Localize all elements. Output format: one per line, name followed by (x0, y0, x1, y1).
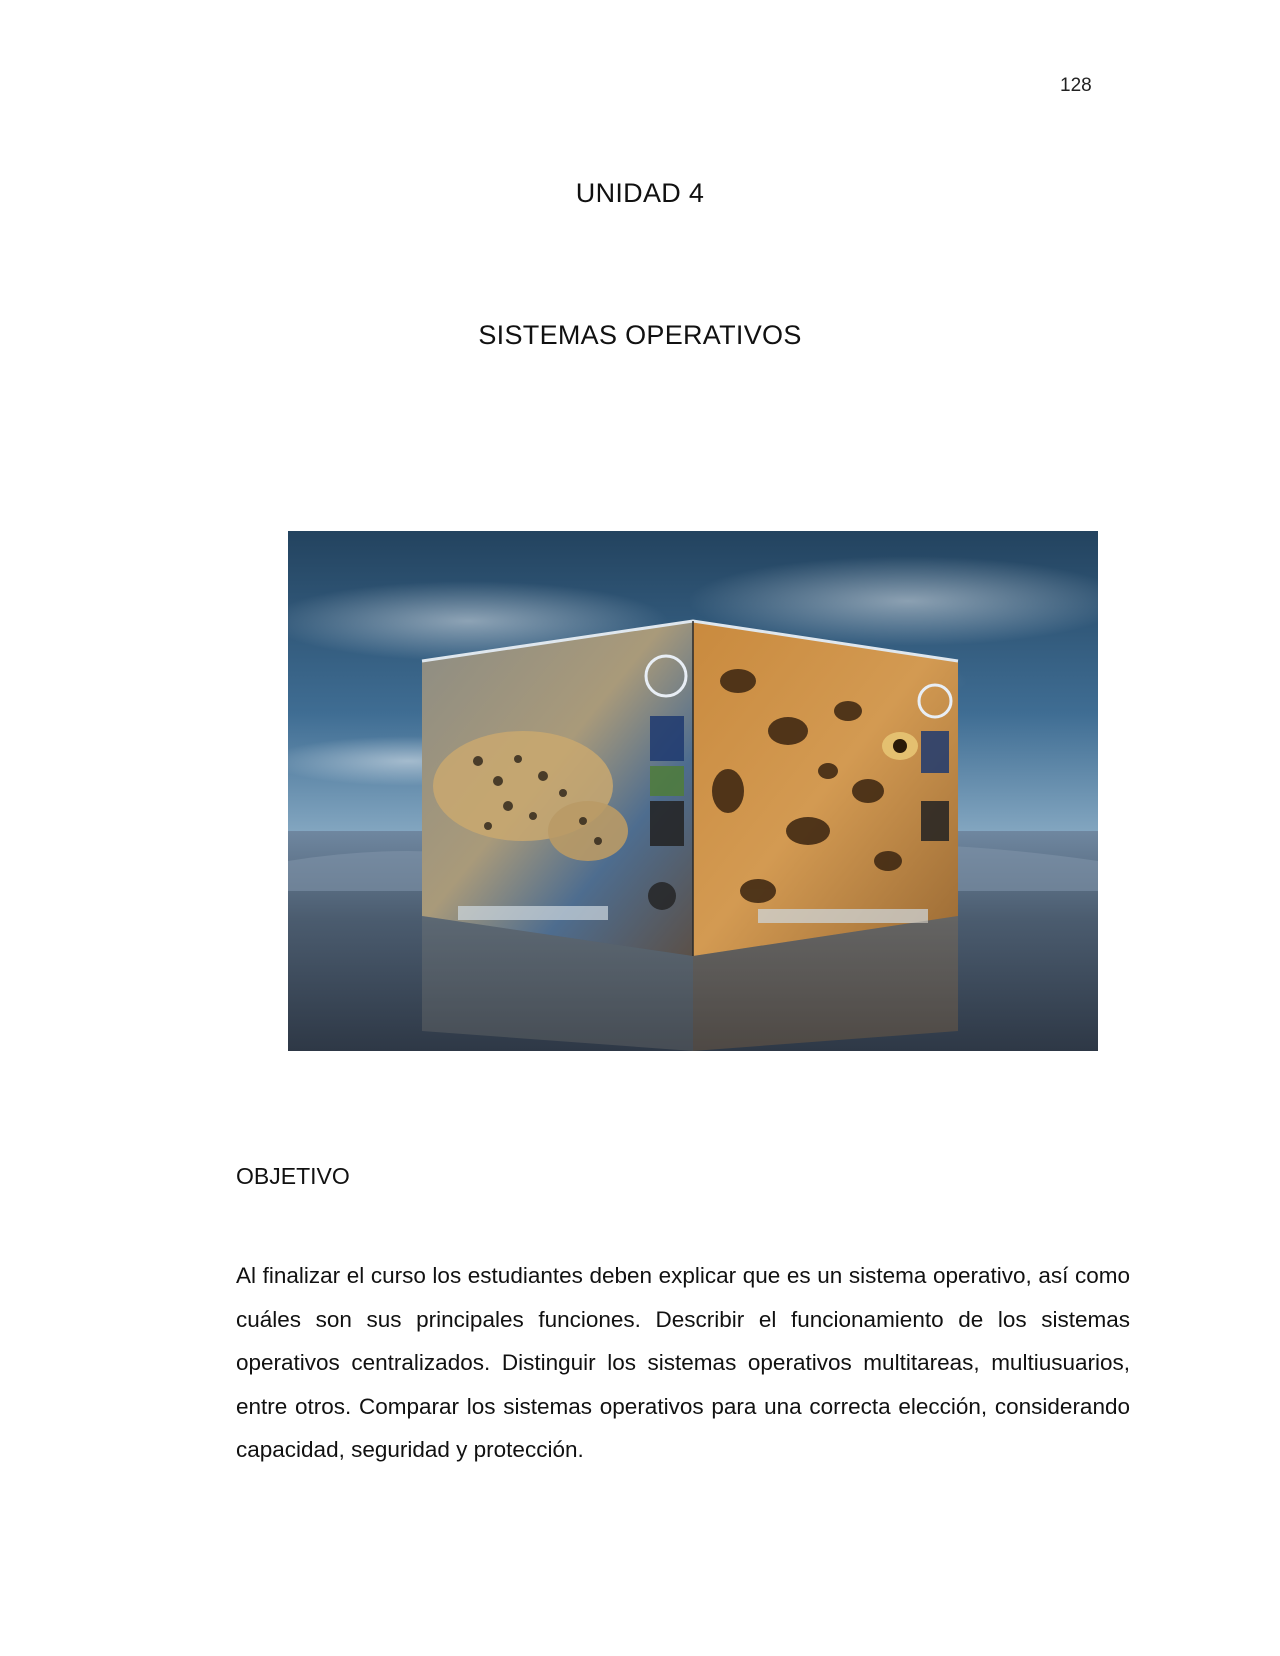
chapter-title: SISTEMAS OPERATIVOS (478, 320, 802, 350)
unit-title: UNIDAD 4 (575, 178, 705, 208)
desktop-cube-image (288, 531, 1098, 1051)
objective-heading: OBJETIVO (236, 1163, 350, 1189)
page-number: 128 (1060, 75, 1092, 96)
objective-paragraph: Al finalizar el curso los estudiantes deben explicar que es un sistema operativo, así como cuáles son sus principales funciones. Describir el funcionamiento de los sistemas operativos centralizados. Distinguir los sistemas operativos multitareas, multiusuarios, entre otros. Comparar los sistemas operativos para una correcta elección, considerando capacidad, seguridad y protección. (236, 1263, 1130, 1462)
